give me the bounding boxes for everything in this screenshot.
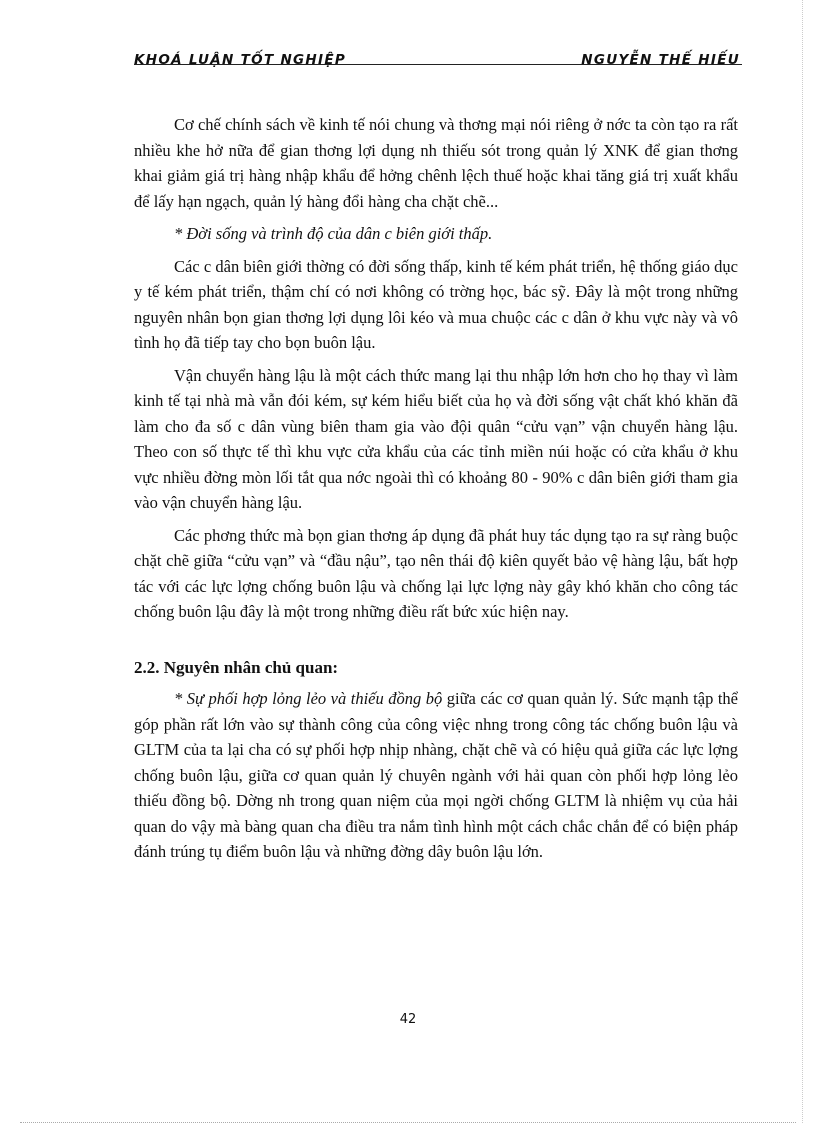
- paragraph-border-residents: Các c dân biên giới thờng có đời sống thấp, kinh tế kém phát triển, hệ thống giáo dục y tế kém phát triển, thậm chí có nơi không có trờng học, bác sỹ. Đây là một trong những nguyên nhân bọn gian thơng lợi dụng lôi kéo và mua chuộc các c dân ở khu vực này và vô tình họ đã tiếp tay cho bọn buôn lậu.: [134, 256, 738, 352]
- page-side-rule: [802, 0, 803, 1123]
- header-author: NGUYỄN THẾ HIẾU: [581, 52, 740, 68]
- document-body: [134, 112, 738, 872]
- paragraph-policy: Cơ chế chính sách về kinh tế nói chung và thơng mại nói riêng ở nớc ta còn tạo ra rất nhiều khe hở nữa để gian thơng lợi dụng nh thiếu sót trong quản lý XNK để gian thơng khai giảm giá trị hàng nhập khẩu để hởng chênh lệch thuế hoặc khai tăng giá trị xuất khẩu để lấy hạn ngạch, quản lý hàng đổi hàng cha chặt chẽ...: [134, 115, 738, 211]
- page-number: 42: [399, 1012, 417, 1027]
- page-header: [134, 52, 742, 74]
- paragraph-smuggling-methods: Các phơng thức mà bọn gian thơng áp dụng đã phát huy tác dụng tạo ra sự ràng buộc chặt chẽ giữa “cửu vạn” và “đầu nậu”, tạo nên thái độ kiên quyết bảo vệ hàng lậu, bất hợp tác với các lực lợng chống buôn lậu và chống lại lực lợng này gây khó khăn cho công tác chống buôn lậu đây là một trong những điều rất bức xúc hiện nay.: [134, 525, 738, 621]
- header-title: KHOÁ LUẬN TỐT NGHIỆP: [134, 52, 347, 68]
- subheading-living-standard: * Đời sống và trình độ của dân c biên giới thấp.: [174, 224, 493, 243]
- section-heading: 2.2. Nguyên nhân chủ quan:: [134, 657, 339, 677]
- coordination-text: giữa các cơ quan quản lý. Sức mạnh tập thể góp phần rất lớn vào sự thành công của công việc nhng trong công tác chống buôn lậu và GLTM của ta lại cha có sự phối hợp nhịp nhàng, chặt chẽ và có hiệu quả giữa các lực lợng chống buôn lậu, giữa cơ quan quản lý chuyên ngành với hải quan còn phối hợp lỏng lẻo thiếu đồng bộ. Dờng nh trong quan niệm của mọi ngời chống GLTM là nhiệm vụ của hải quan do vậy mà bàng quan cha điều tra nắm tình hình một cách chắc chắn để có biện pháp đánh trúng tụ điểm buôn lậu và những đờng dây buôn lậu lớn.: [134, 689, 738, 861]
- paragraph-smuggling-transport: Vận chuyển hàng lậu là một cách thức mang lại thu nhập lớn hơn cho họ thay vì làm kinh tế tại nhà mà vẫn đói kém, sự kém hiểu biết của họ và đời sống vật chất khó khăn đã làm cho đa số c dân vùng biên tham gia vào đội quân “cửu vạn” vận chuyển hàng lậu. Theo con số thực tế thì khu vực cửa khẩu của các tỉnh miền núi hoặc có cửa khẩu ở khu vực nhiều đờng mòn lối tắt qua nớc ngoài thì có khoảng 80 - 90% c dân biên giới tham gia vào vận chuyển hàng lậu.: [134, 365, 738, 512]
- header-rule: [134, 64, 742, 65]
- coordination-lead: * Sự phối hợp lỏng lẻo và thiếu đồng bộ: [174, 689, 443, 708]
- paragraph-coordination: [134, 686, 738, 865]
